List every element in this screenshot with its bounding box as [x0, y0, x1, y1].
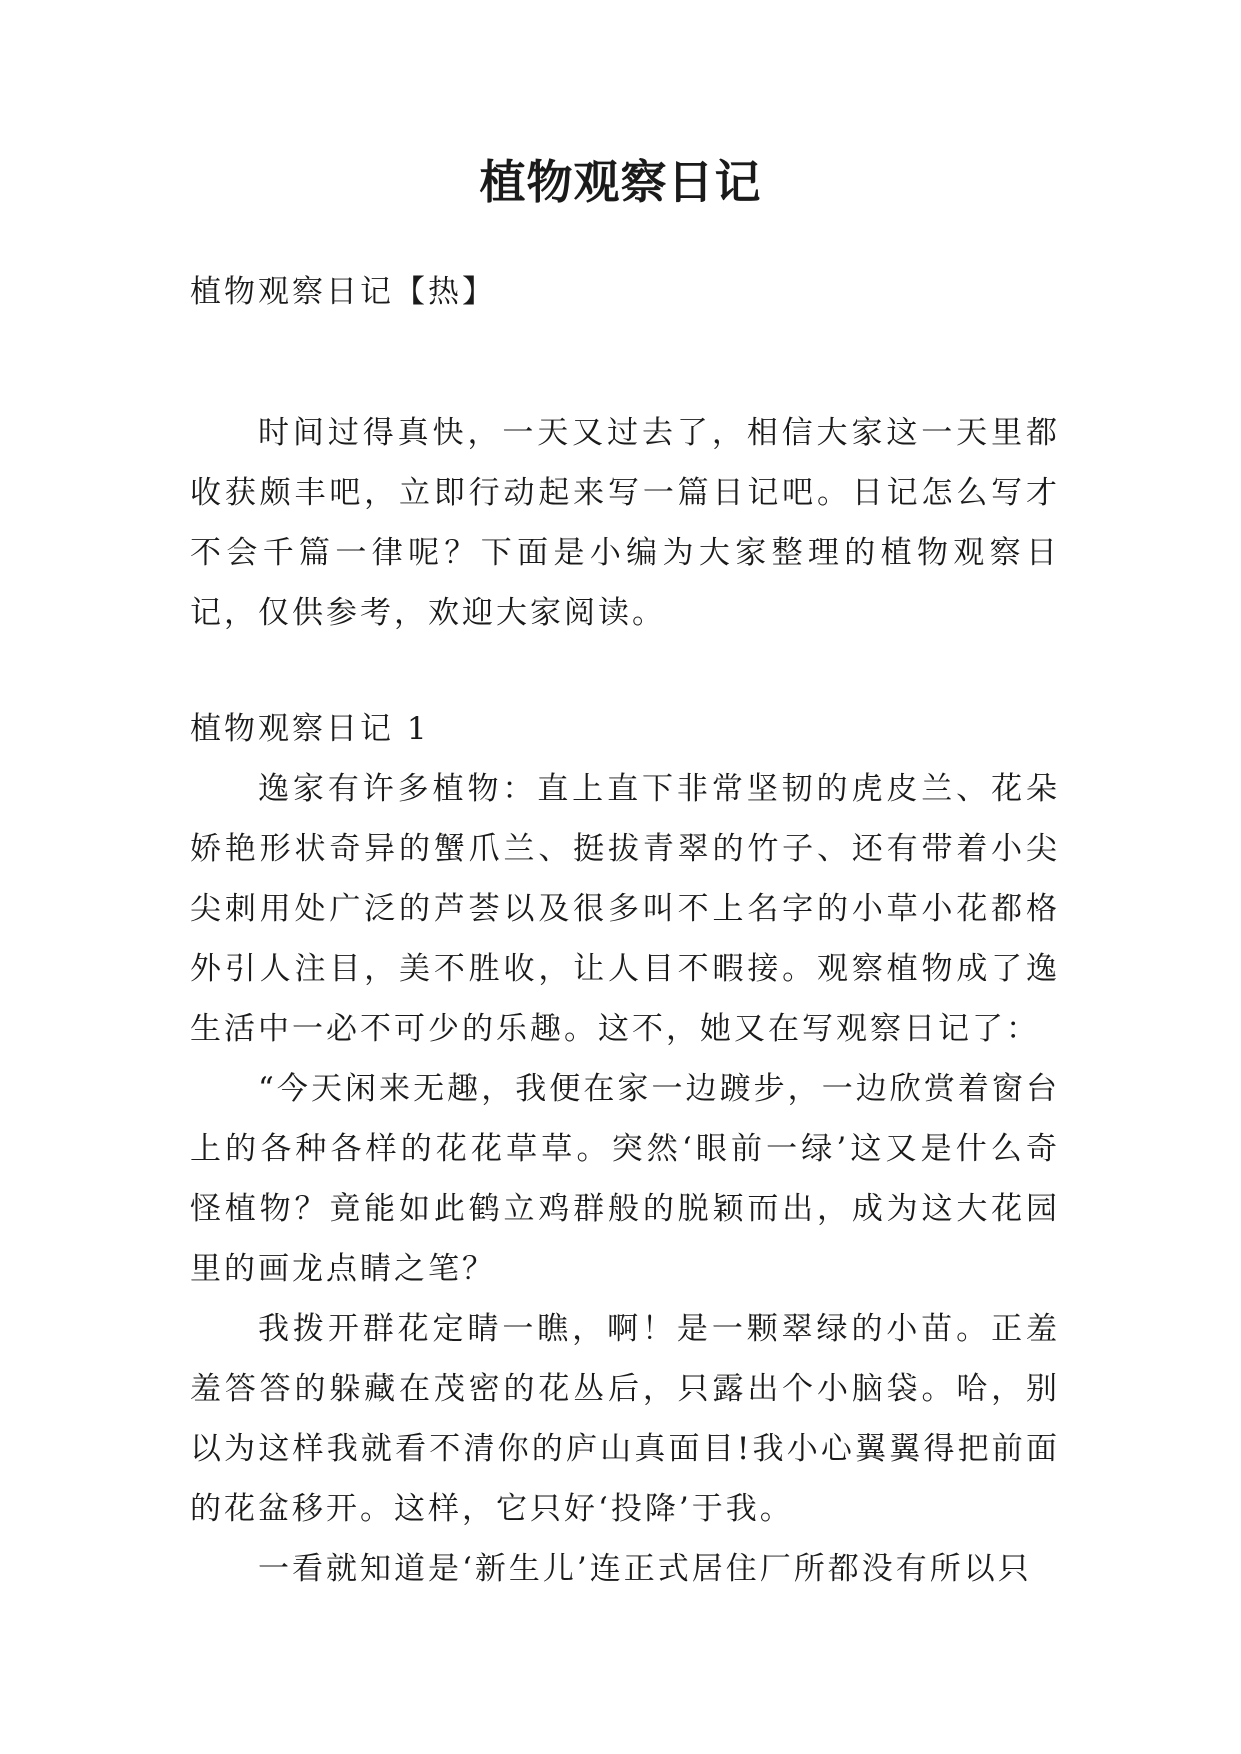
diary-section-1 [190, 699, 1060, 1599]
body-paragraph: 一看就知道是‘新生儿’连正式居住厂所都没有所以只 [258, 1551, 1032, 1587]
document-subtitle: 植物观察日记【热】 [190, 274, 496, 310]
document-title: 植物观察日记 [479, 155, 762, 209]
intro-paragraph: 时间过得真快，一天又过去了，相信大家这一天里都收获颇丰吧，立即行动起来写一篇日记吧。日记怎么写才不会千篇一律呢？下面是小编为大家整理的植物观察日记，仅供参考，欢迎大家阅读。 [190, 415, 1060, 631]
section-heading: 植物观察日记 1 [190, 711, 430, 747]
body-paragraph: 逸家有许多植物：直上直下非常坚韧的虎皮兰、花朵娇艳形状奇异的蟹爪兰、挺拔青翠的竹子、还有带着小尖尖刺用处广泛的芦荟以及很多叫不上名字的小草小花都格外引人注目，美不胜收，让人目不暇接。观察植物成了逸生活中一必不可少的乐趣。这不，她又在写观察日记了： [190, 771, 1060, 1047]
body-paragraph: “今天闲来无趣，我便在家一边踱步，一边欣赏着窗台上的各种各样的花花草草。突然‘眼前一绿’这又是什么奇怪植物？竟能如此鹤立鸡群般的脱颖而出，成为这大花园里的画龙点睛之笔？ [190, 1071, 1060, 1287]
body-paragraph: 我拨开群花定睛一瞧，啊！是一颗翠绿的小苗。正羞羞答答的躲藏在茂密的花丛后，只露出个小脑袋。哈，别以为这样我就看不清你的庐山真面目!我小心翼翼得把前面的花盆移开。这样，它只好‘投降’于我。 [190, 1311, 1060, 1527]
